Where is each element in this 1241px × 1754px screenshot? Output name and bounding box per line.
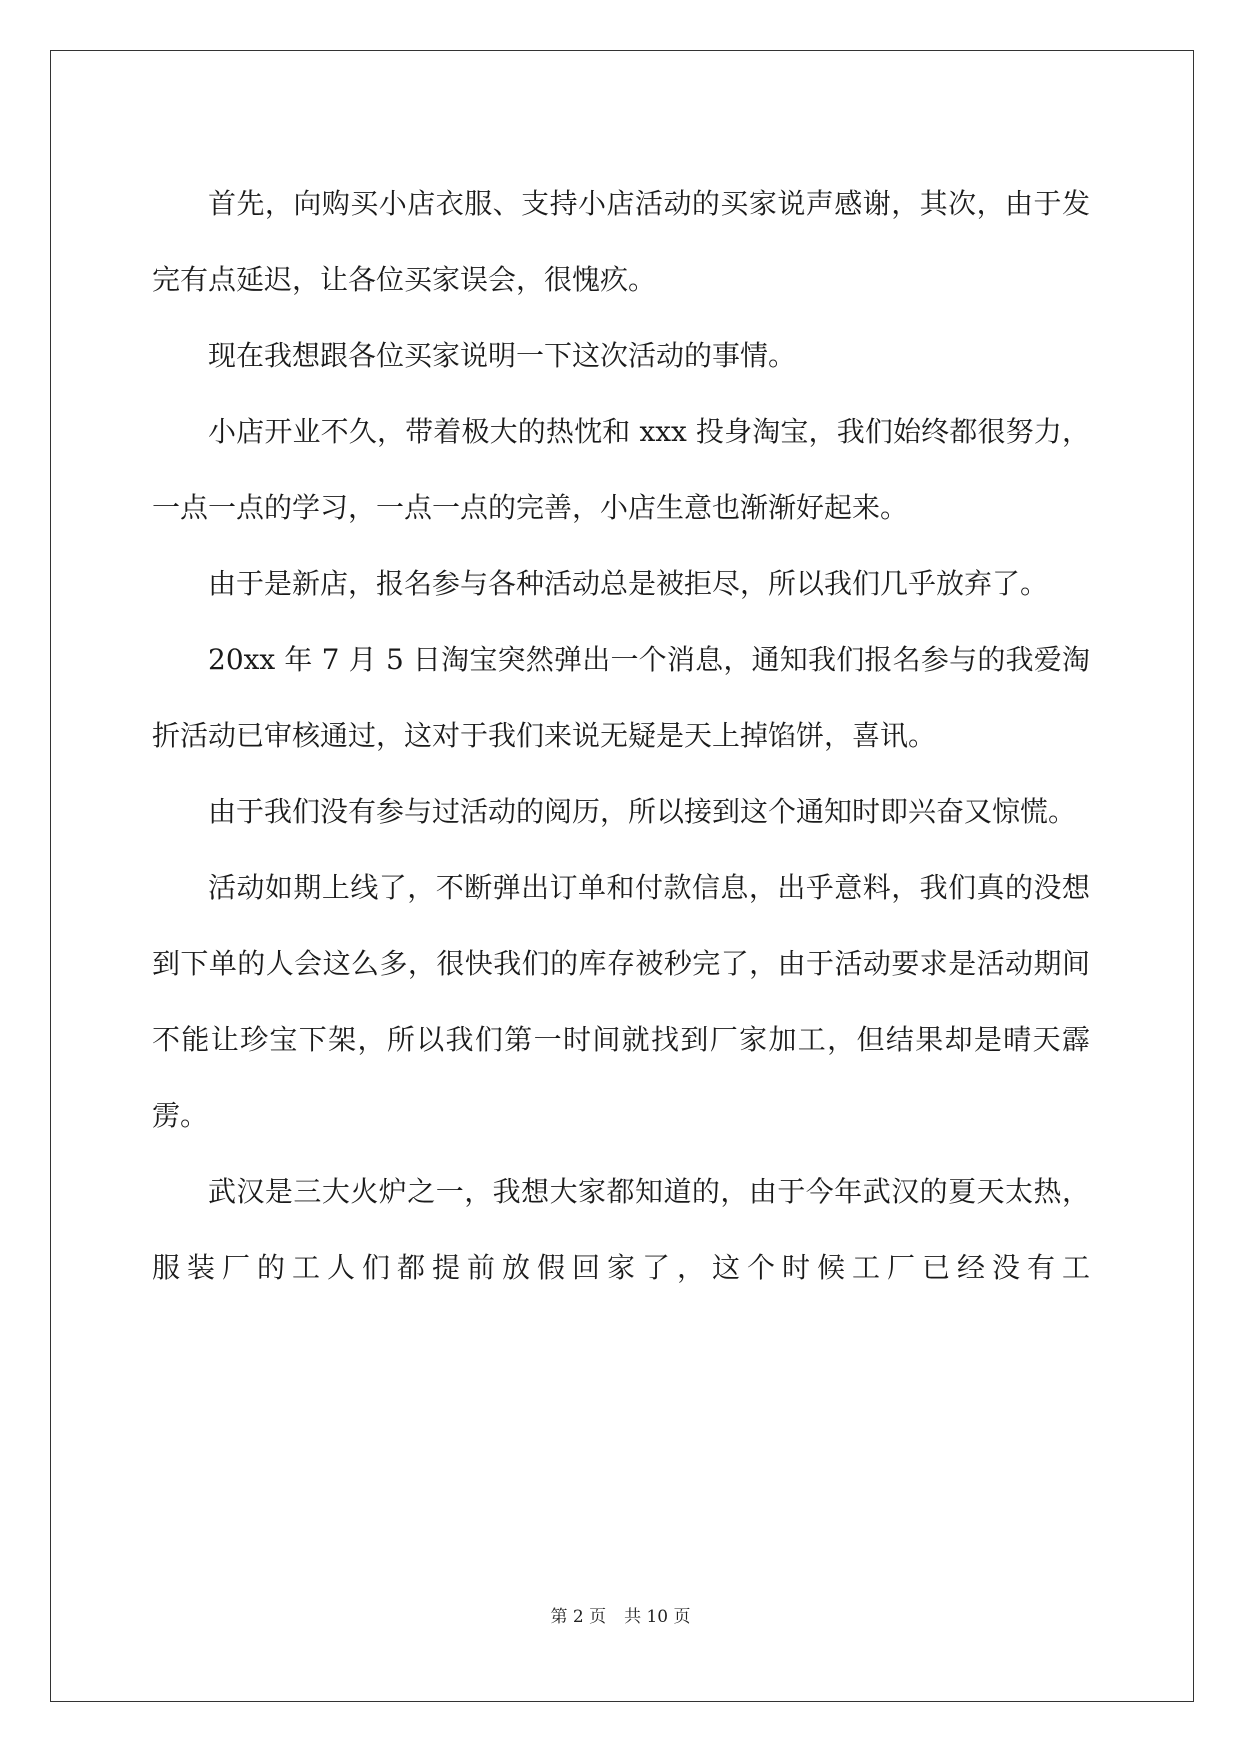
document-body: [152, 166, 1090, 1306]
paragraph: 武汉是三大火炉之一，我想大家都知道的，由于今年武汉的夏天太热，服装厂的工人们都提前放假回家了，这个时候工厂已经没有工: [152, 1175, 1090, 1284]
paragraph: 活动如期上线了，不断弹出订单和付款信息，出乎意料，我们真的没想到下单的人会这么多，很快我们的库存被秒完了，由于活动要求是活动期间不能让珍宝下架，所以我们第一时间就找到厂家加工，但结果却是晴天霹雳。: [152, 871, 1090, 1132]
paragraph: 由于我们没有参与过活动的阅历，所以接到这个通知时即兴奋又惊慌。: [208, 795, 1077, 828]
paragraph: 现在我想跟各位买家说明一下这次活动的事情。: [208, 339, 797, 372]
paragraph: 首先，向购买小店衣服、支持小店活动的买家说声感谢，其次，由于发完有点延迟，让各位买家误会，很愧疚。: [152, 187, 1090, 296]
page-footer: [0, 1602, 1241, 1627]
paragraph: 小店开业不久，带着极大的热忱和 xxx 投身淘宝，我们始终都很努力，一点一点的学习，一点一点的完善，小店生意也渐渐好起来。: [152, 415, 1090, 524]
paragraph: 20xx 年 7 月 5 日淘宝突然弹出一个消息，通知我们报名参与的我爱淘折活动已审核通过，这对于我们来说无疑是天上掉馅饼，喜讯。: [152, 643, 1090, 752]
paragraph: 由于是新店，报名参与各种活动总是被拒尽，所以我们几乎放弃了。: [208, 567, 1049, 600]
page-number: 第 2 页: [550, 1607, 607, 1627]
page-total: 共 10 页: [624, 1607, 691, 1627]
